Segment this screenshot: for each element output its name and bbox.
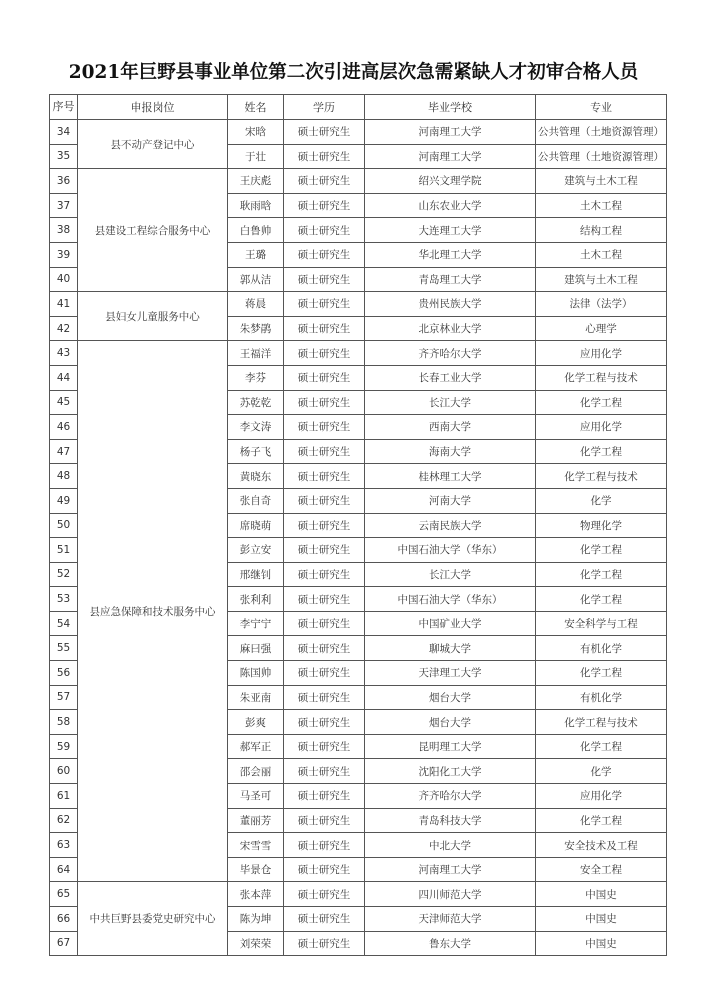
row-seq: 56 <box>50 661 78 686</box>
row-school: 长春工业大学 <box>365 365 536 390</box>
row-seq: 34 <box>50 120 78 145</box>
row-major: 建筑与土木工程 <box>536 169 667 194</box>
row-school: 鲁东大学 <box>365 931 536 956</box>
row-degree: 硕士研究生 <box>284 538 365 563</box>
row-degree: 硕士研究生 <box>284 193 365 218</box>
row-degree: 硕士研究生 <box>284 784 365 809</box>
row-school: 齐齐哈尔大学 <box>365 784 536 809</box>
row-major: 化学工程 <box>536 808 667 833</box>
table-row <box>50 120 667 145</box>
row-seq: 52 <box>50 562 78 587</box>
row-name: 毕景仓 <box>228 857 284 882</box>
row-name: 马圣可 <box>228 784 284 809</box>
row-school: 烟台大学 <box>365 710 536 735</box>
row-school: 沈阳化工大学 <box>365 759 536 784</box>
row-degree: 硕士研究生 <box>284 857 365 882</box>
row-name: 宋雪雪 <box>228 833 284 858</box>
table-header-row <box>50 95 667 120</box>
row-seq: 66 <box>50 907 78 932</box>
row-degree: 硕士研究生 <box>284 464 365 489</box>
row-position-unit: 县妇女儿童服务中心 <box>78 292 228 341</box>
row-major: 中国史 <box>536 907 667 932</box>
row-seq: 62 <box>50 808 78 833</box>
row-seq: 39 <box>50 242 78 267</box>
row-name: 郭从洁 <box>228 267 284 292</box>
row-degree: 硕士研究生 <box>284 931 365 956</box>
row-position-unit: 县不动产登记中心 <box>78 120 228 169</box>
row-name: 刘荣荣 <box>228 931 284 956</box>
row-degree: 硕士研究生 <box>284 907 365 932</box>
row-seq: 55 <box>50 636 78 661</box>
row-school: 西南大学 <box>365 415 536 440</box>
row-degree: 硕士研究生 <box>284 611 365 636</box>
row-major: 化学工程 <box>536 734 667 759</box>
row-name: 白鲁帅 <box>228 218 284 243</box>
row-school: 聊城大学 <box>365 636 536 661</box>
row-degree: 硕士研究生 <box>284 636 365 661</box>
row-seq: 41 <box>50 292 78 317</box>
row-school: 中国石油大学（华东） <box>365 587 536 612</box>
row-seq: 57 <box>50 685 78 710</box>
row-degree: 硕士研究生 <box>284 169 365 194</box>
row-position-unit: 县应急保障和技术服务中心 <box>78 341 228 882</box>
row-major: 化学工程与技术 <box>536 710 667 735</box>
candidates-table <box>49 94 667 956</box>
row-seq: 54 <box>50 611 78 636</box>
row-major: 安全科学与工程 <box>536 611 667 636</box>
row-name: 邵会丽 <box>228 759 284 784</box>
row-major: 中国史 <box>536 882 667 907</box>
row-major: 公共管理（土地资源管理） <box>536 144 667 169</box>
row-school: 大连理工大学 <box>365 218 536 243</box>
row-degree: 硕士研究生 <box>284 144 365 169</box>
row-school: 桂林理工大学 <box>365 464 536 489</box>
row-major: 结构工程 <box>536 218 667 243</box>
row-major: 物理化学 <box>536 513 667 538</box>
row-name: 陈为坤 <box>228 907 284 932</box>
row-seq: 47 <box>50 439 78 464</box>
row-name: 董丽芳 <box>228 808 284 833</box>
row-school: 齐齐哈尔大学 <box>365 341 536 366</box>
row-school: 昆明理工大学 <box>365 734 536 759</box>
row-school: 河南理工大学 <box>365 857 536 882</box>
row-seq: 36 <box>50 169 78 194</box>
row-name: 王璐 <box>228 242 284 267</box>
header-major: 专业 <box>536 95 667 120</box>
row-name: 于壮 <box>228 144 284 169</box>
table-row <box>50 169 667 194</box>
row-seq: 60 <box>50 759 78 784</box>
row-seq: 37 <box>50 193 78 218</box>
row-degree: 硕士研究生 <box>284 218 365 243</box>
row-degree: 硕士研究生 <box>284 661 365 686</box>
row-degree: 硕士研究生 <box>284 316 365 341</box>
row-name: 麻曰强 <box>228 636 284 661</box>
row-major: 土木工程 <box>536 242 667 267</box>
row-seq: 35 <box>50 144 78 169</box>
row-seq: 58 <box>50 710 78 735</box>
row-name: 李芬 <box>228 365 284 390</box>
row-seq: 43 <box>50 341 78 366</box>
row-degree: 硕士研究生 <box>284 267 365 292</box>
row-name: 张自奇 <box>228 488 284 513</box>
row-name: 耿雨晗 <box>228 193 284 218</box>
row-major: 建筑与土木工程 <box>536 267 667 292</box>
row-seq: 46 <box>50 415 78 440</box>
row-degree: 硕士研究生 <box>284 882 365 907</box>
row-seq: 59 <box>50 734 78 759</box>
row-major: 土木工程 <box>536 193 667 218</box>
row-major: 化学工程 <box>536 587 667 612</box>
row-school: 山东农业大学 <box>365 193 536 218</box>
row-major: 应用化学 <box>536 415 667 440</box>
row-seq: 50 <box>50 513 78 538</box>
row-major: 化学工程 <box>536 538 667 563</box>
row-school: 华北理工大学 <box>365 242 536 267</box>
row-major: 心理学 <box>536 316 667 341</box>
row-degree: 硕士研究生 <box>284 833 365 858</box>
row-degree: 硕士研究生 <box>284 439 365 464</box>
header-name: 姓名 <box>228 95 284 120</box>
row-name: 李宁宁 <box>228 611 284 636</box>
row-name: 王福洋 <box>228 341 284 366</box>
document-title: 2021年巨野县事业单位第二次引进高层次急需紧缺人才初审合格人员 <box>68 62 639 83</box>
row-major: 应用化学 <box>536 341 667 366</box>
row-name: 席晓萌 <box>228 513 284 538</box>
table-row <box>50 341 667 366</box>
row-degree: 硕士研究生 <box>284 365 365 390</box>
row-school: 海南大学 <box>365 439 536 464</box>
row-seq: 45 <box>50 390 78 415</box>
row-major: 化学工程与技术 <box>536 464 667 489</box>
row-degree: 硕士研究生 <box>284 292 365 317</box>
row-name: 郝军正 <box>228 734 284 759</box>
row-name: 朱梦鹃 <box>228 316 284 341</box>
row-major: 化学工程 <box>536 562 667 587</box>
row-degree: 硕士研究生 <box>284 562 365 587</box>
row-school: 烟台大学 <box>365 685 536 710</box>
row-seq: 48 <box>50 464 78 489</box>
row-name: 彭爽 <box>228 710 284 735</box>
row-seq: 67 <box>50 931 78 956</box>
row-name: 王庆彪 <box>228 169 284 194</box>
row-school: 北京林业大学 <box>365 316 536 341</box>
row-seq: 65 <box>50 882 78 907</box>
header-school: 毕业学校 <box>365 95 536 120</box>
row-school: 青岛科技大学 <box>365 808 536 833</box>
row-name: 陈国帅 <box>228 661 284 686</box>
row-major: 化学工程 <box>536 390 667 415</box>
row-degree: 硕士研究生 <box>284 587 365 612</box>
row-major: 化学工程与技术 <box>536 365 667 390</box>
row-major: 应用化学 <box>536 784 667 809</box>
row-major: 化学 <box>536 759 667 784</box>
row-position-unit: 中共巨野县委党史研究中心 <box>78 882 228 956</box>
row-name: 蒋晨 <box>228 292 284 317</box>
row-seq: 51 <box>50 538 78 563</box>
row-school: 河南大学 <box>365 488 536 513</box>
row-name: 苏乾乾 <box>228 390 284 415</box>
row-degree: 硕士研究生 <box>284 341 365 366</box>
row-major: 安全工程 <box>536 857 667 882</box>
row-school: 云南民族大学 <box>365 513 536 538</box>
row-name: 彭立安 <box>228 538 284 563</box>
table-row <box>50 292 667 317</box>
row-name: 张本萍 <box>228 882 284 907</box>
header-seq: 序号 <box>50 95 78 120</box>
row-school: 河南理工大学 <box>365 120 536 145</box>
table-row <box>50 882 667 907</box>
table-body <box>50 120 667 956</box>
row-school: 天津师范大学 <box>365 907 536 932</box>
header-degree: 学历 <box>284 95 365 120</box>
row-degree: 硕士研究生 <box>284 120 365 145</box>
row-name: 黄晓东 <box>228 464 284 489</box>
row-school: 中北大学 <box>365 833 536 858</box>
row-major: 法律（法学） <box>536 292 667 317</box>
row-seq: 38 <box>50 218 78 243</box>
row-name: 宋晗 <box>228 120 284 145</box>
row-position-unit: 县建设工程综合服务中心 <box>78 169 228 292</box>
row-seq: 61 <box>50 784 78 809</box>
row-school: 中国石油大学（华东） <box>365 538 536 563</box>
row-degree: 硕士研究生 <box>284 415 365 440</box>
row-school: 四川师范大学 <box>365 882 536 907</box>
row-degree: 硕士研究生 <box>284 710 365 735</box>
row-major: 化学工程 <box>536 661 667 686</box>
row-degree: 硕士研究生 <box>284 488 365 513</box>
row-degree: 硕士研究生 <box>284 242 365 267</box>
row-school: 贵州民族大学 <box>365 292 536 317</box>
row-name: 朱亚南 <box>228 685 284 710</box>
row-school: 长江大学 <box>365 390 536 415</box>
row-degree: 硕士研究生 <box>284 513 365 538</box>
row-seq: 40 <box>50 267 78 292</box>
row-degree: 硕士研究生 <box>284 734 365 759</box>
row-degree: 硕士研究生 <box>284 759 365 784</box>
header-position: 申报岗位 <box>78 95 228 120</box>
row-degree: 硕士研究生 <box>284 808 365 833</box>
row-name: 张利利 <box>228 587 284 612</box>
row-school: 天津理工大学 <box>365 661 536 686</box>
row-name: 邢继钊 <box>228 562 284 587</box>
row-degree: 硕士研究生 <box>284 685 365 710</box>
row-seq: 53 <box>50 587 78 612</box>
row-seq: 64 <box>50 857 78 882</box>
row-major: 有机化学 <box>536 685 667 710</box>
row-school: 青岛理工大学 <box>365 267 536 292</box>
row-major: 有机化学 <box>536 636 667 661</box>
row-seq: 49 <box>50 488 78 513</box>
row-major: 化学工程 <box>536 439 667 464</box>
row-seq: 44 <box>50 365 78 390</box>
row-major: 中国史 <box>536 931 667 956</box>
row-name: 李文涛 <box>228 415 284 440</box>
row-degree: 硕士研究生 <box>284 390 365 415</box>
row-school: 长江大学 <box>365 562 536 587</box>
row-school: 绍兴文理学院 <box>365 169 536 194</box>
row-major: 公共管理（土地资源管理） <box>536 120 667 145</box>
row-major: 化学 <box>536 488 667 513</box>
row-major: 安全技术及工程 <box>536 833 667 858</box>
row-seq: 42 <box>50 316 78 341</box>
row-school: 河南理工大学 <box>365 144 536 169</box>
row-seq: 63 <box>50 833 78 858</box>
row-name: 杨子飞 <box>228 439 284 464</box>
row-school: 中国矿业大学 <box>365 611 536 636</box>
